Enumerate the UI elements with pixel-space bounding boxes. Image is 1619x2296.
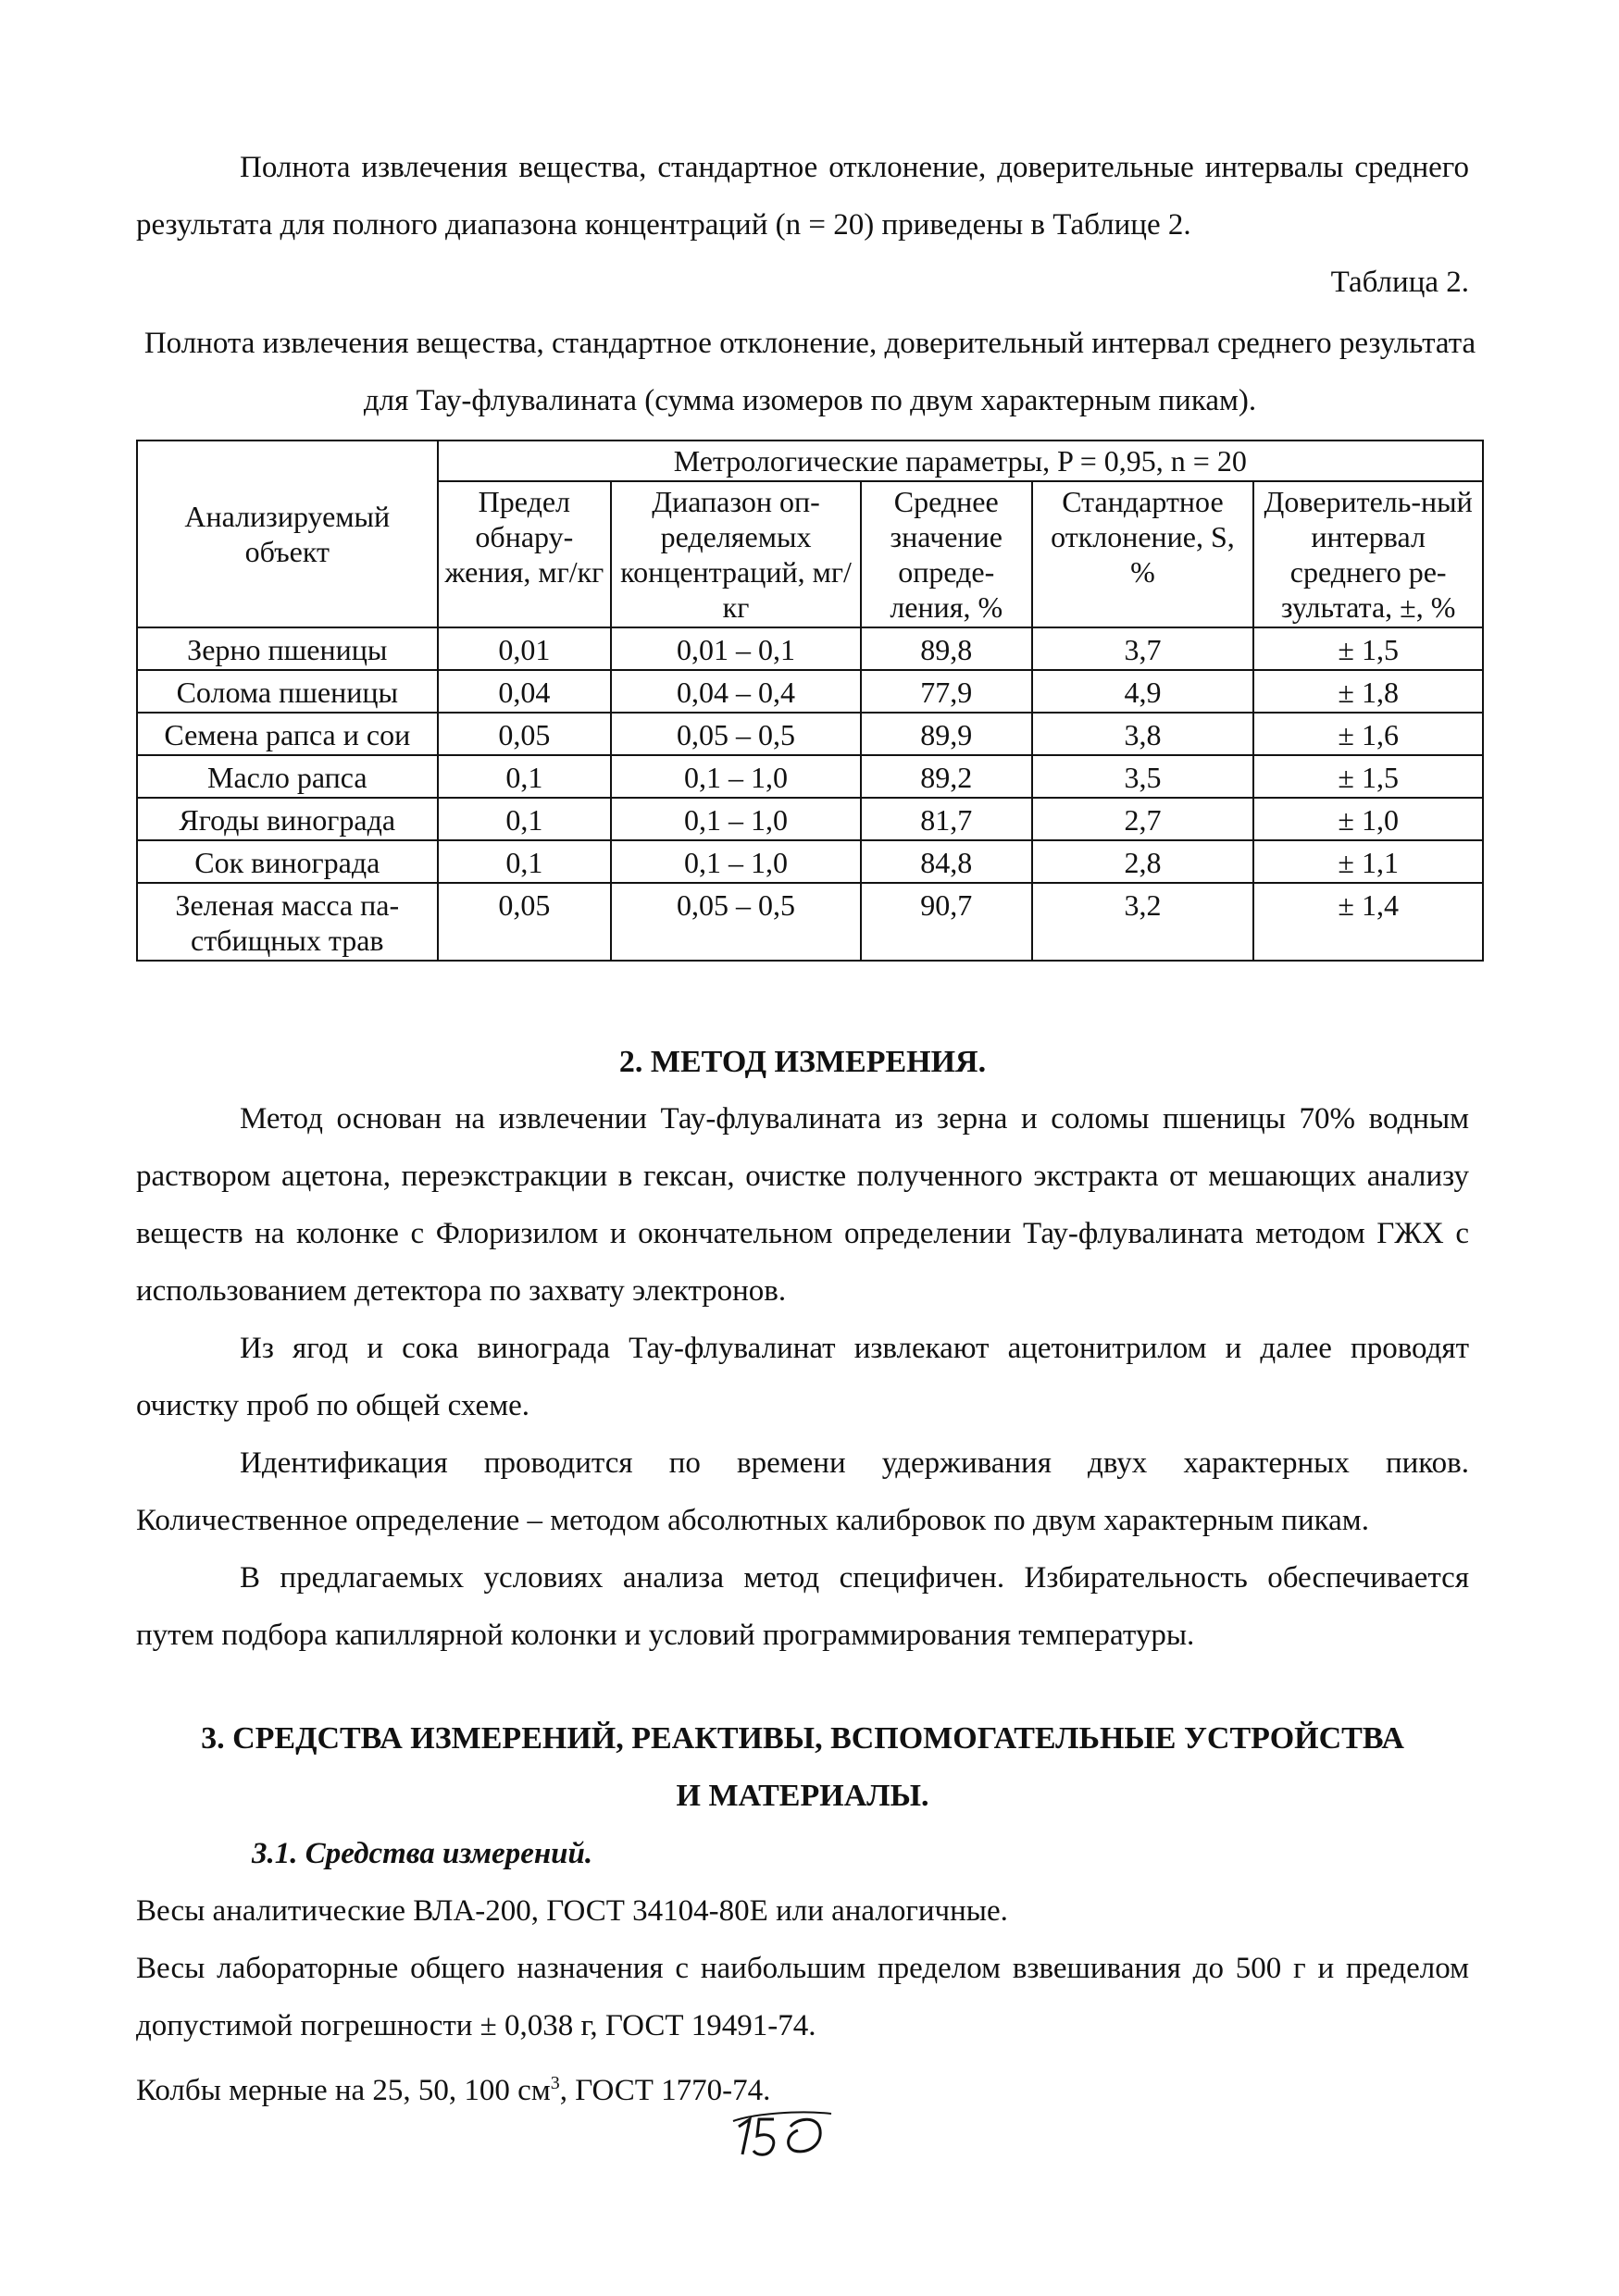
cell-limit: 0,1 [438, 840, 612, 883]
handwritten-page-number-mark [726, 2106, 837, 2162]
intro-paragraph: Полнота извлечения вещества, стандартное отклонение, доверительные интервалы среднего результата для полного диапазона концентраций (n = 20) приведены в Таблице 2. [136, 151, 1469, 242]
cell-mean: 89,8 [861, 627, 1032, 670]
header-range: Диапазон оп-ределяемых концентраций, мг/кг [611, 481, 861, 627]
table-caption-text: Полнота извлечения вещества, стандартное отклонение, доверительный интервал среднего результата для Тау-флувалината (сумма изомеров по двум характерным пикам). [143, 327, 1476, 417]
cell-mean: 90,7 [861, 883, 1032, 961]
header-sd: Стандартное отклонение, S, % [1032, 481, 1254, 627]
cell-object: Зеленая масса па-стбищных трав [137, 883, 438, 961]
header-ci: Доверитель-ный интервал среднего ре-зультата, ±, % [1253, 481, 1483, 627]
table-label: Таблица 2. [1330, 266, 1469, 299]
table-row [137, 883, 1483, 961]
header-object: Анализируемый объект [137, 441, 438, 627]
cell-sd: 3,2 [1032, 883, 1254, 961]
section-2-p3: Идентификация проводится по времени удерживания двух характерных пиков. Количественное определение – методом абсолютных калибровок по двум характерным пикам. [136, 1446, 1469, 1537]
header-limit: Предел обнару-жения, мг/кг [438, 481, 612, 627]
cell-range: 0,05 – 0,5 [611, 713, 861, 755]
table-row [137, 798, 1483, 840]
cell-mean: 89,9 [861, 713, 1032, 755]
section-2-p4: В предлагаемых условиях анализа метод специфичен. Избирательность обеспечивается путем подбора капиллярной колонки и условий программирования температуры. [136, 1561, 1469, 1652]
cell-ci: ± 1,4 [1253, 883, 1483, 961]
table-row [137, 840, 1483, 883]
cell-ci: ± 1,6 [1253, 713, 1483, 755]
cell-limit: 0,1 [438, 755, 612, 798]
cell-ci: ± 1,5 [1253, 627, 1483, 670]
cell-limit: 0,1 [438, 798, 612, 840]
cell-sd: 3,7 [1032, 627, 1254, 670]
table-row [137, 627, 1483, 670]
cell-object: Сок винограда [137, 840, 438, 883]
cell-mean: 84,8 [861, 840, 1032, 883]
section-3-heading: 3. СРЕДСТВА ИЗМЕРЕНИЙ, РЕАКТИВЫ, ВСПОМОГАТЕЛЬНЫЕ УСТРОЙСТВА И МАТЕРИАЛЫ. [201, 1721, 1404, 1813]
cell-range: 0,01 – 0,1 [611, 627, 861, 670]
item-flasks-sup: 3 [550, 2073, 560, 2093]
item-lab-balance: Весы лабораторные общего назначения с наибольшим пределом взвешивания до 500 г и пределом допустимой погрешности ± 0,038 г, ГОСТ 19491-74. [136, 1952, 1469, 2042]
cell-limit: 0,01 [438, 627, 612, 670]
cell-range: 0,04 – 0,4 [611, 670, 861, 713]
cell-sd: 3,5 [1032, 755, 1254, 798]
section-2-p1: Метод основан на извлечении Тау-флувалината из зерна и соломы пшеницы 70% водным раствором ацетона, переэкстракции в гексан, очистке полученного экстракта от мешающих анализу веществ на колонке с Флоризилом и окончательном определении Тау-флувалината методом ГЖХ с использованием детектора по захвату электронов. [136, 1102, 1469, 1308]
cell-range: 0,05 – 0,5 [611, 883, 861, 961]
section-2-heading: 2. МЕТОД ИЗМЕРЕНИЯ. [618, 1045, 987, 1079]
section-3-subheading: 3.1. Средства измерений. [252, 1837, 593, 1870]
cell-mean: 89,2 [861, 755, 1032, 798]
cell-limit: 0,05 [438, 883, 612, 961]
table-caption [136, 315, 1484, 429]
cell-limit: 0,04 [438, 670, 612, 713]
cell-range: 0,1 – 1,0 [611, 840, 861, 883]
table-row [137, 755, 1483, 798]
table-row [137, 713, 1483, 755]
cell-ci: ± 1,1 [1253, 840, 1483, 883]
cell-range: 0,1 – 1,0 [611, 798, 861, 840]
cell-sd: 3,8 [1032, 713, 1254, 755]
section-2 [136, 1035, 1469, 1664]
metrology-table [136, 440, 1484, 962]
header-mean: Среднее значение опреде-ления, % [861, 481, 1032, 627]
item-flasks-gost: , ГОСТ 1770-74. [559, 2074, 771, 2107]
cell-sd: 2,7 [1032, 798, 1254, 840]
cell-mean: 77,9 [861, 670, 1032, 713]
header-group: Метрологические параметры, P = 0,95, n = 20 [438, 441, 1483, 481]
cell-limit: 0,05 [438, 713, 612, 755]
item-flasks-text: Колбы мерные на 25, 50, 100 см [136, 2074, 551, 2107]
cell-sd: 2,8 [1032, 840, 1254, 883]
cell-mean: 81,7 [861, 798, 1032, 840]
section-3 [136, 1710, 1469, 2119]
item-analytical-balance: Весы аналитические ВЛА-200, ГОСТ 34104-80Е или аналогичные. [136, 1894, 1008, 1928]
table-row [137, 670, 1483, 713]
cell-ci: ± 1,0 [1253, 798, 1483, 840]
cell-object: Масло рапса [137, 755, 438, 798]
page-number [726, 2106, 837, 2162]
cell-range: 0,1 – 1,0 [611, 755, 861, 798]
cell-ci: ± 1,8 [1253, 670, 1483, 713]
cell-ci: ± 1,5 [1253, 755, 1483, 798]
cell-sd: 4,9 [1032, 670, 1254, 713]
cell-object: Ягоды винограда [137, 798, 438, 840]
cell-object: Зерно пшеницы [137, 627, 438, 670]
cell-object: Семена рапса и сои [137, 713, 438, 755]
intro-block [136, 139, 1469, 311]
cell-object: Солома пшеницы [137, 670, 438, 713]
section-2-p2: Из ягод и сока винограда Тау-флувалинат извлекают ацетонитрилом и далее проводят очистку проб по общей схеме. [136, 1332, 1469, 1422]
